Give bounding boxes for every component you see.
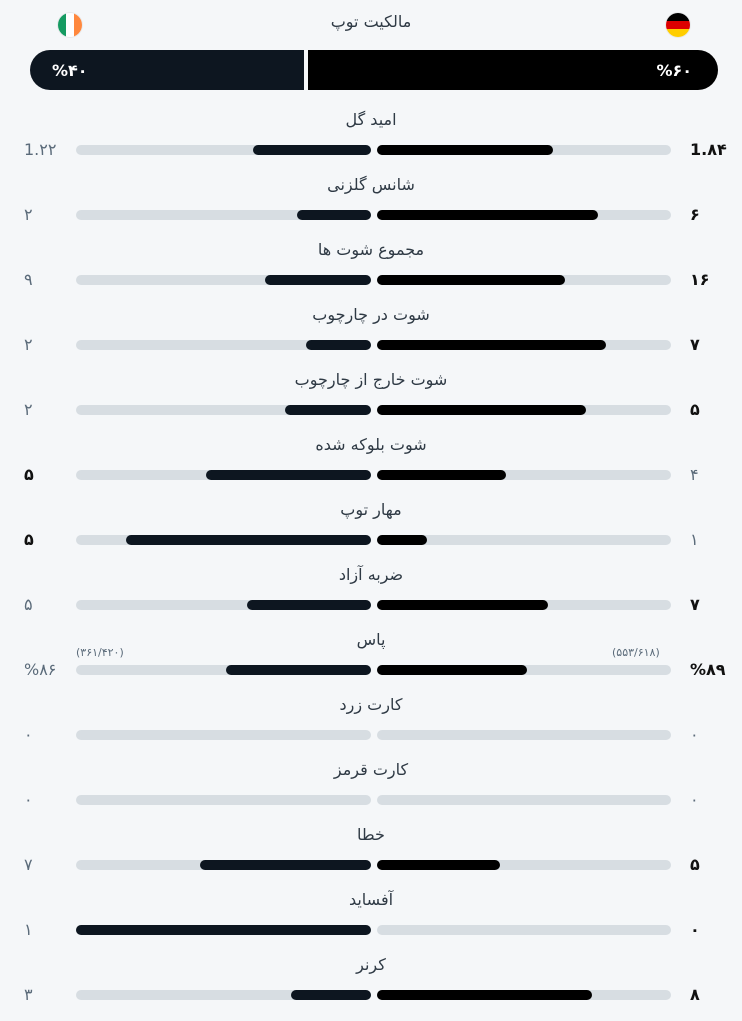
stat-left-track	[76, 600, 371, 610]
stat-left-bar	[200, 860, 371, 870]
stat-right-bar	[377, 275, 565, 285]
stat-right-bar	[377, 535, 427, 545]
stat-right-value: ۷	[690, 335, 700, 354]
stat-label: کارت زرد	[339, 695, 403, 714]
stat-left-track	[76, 795, 371, 805]
stat-right-track	[377, 405, 671, 415]
stat-label: شوت خارج از چارچوب	[294, 370, 448, 389]
stat-left-track	[76, 990, 371, 1000]
stat-left-value: ۰	[24, 790, 33, 809]
stat-left-bar	[206, 470, 371, 480]
stat-right-track	[377, 730, 671, 740]
stat-left-bar	[226, 665, 371, 675]
stat-right-track	[377, 860, 671, 870]
stat-right-value: ۸	[690, 985, 700, 1004]
stat-row	[0, 955, 742, 1020]
stat-label: مجموع شوت ها	[317, 240, 425, 259]
stat-left-bar	[247, 600, 371, 610]
stat-left-value: ۲	[24, 205, 33, 224]
stat-right-value: ۰	[690, 790, 699, 809]
stat-left-value: ۲	[24, 335, 33, 354]
stat-right-value: 1.۸۴	[690, 140, 727, 159]
stat-right-bar	[377, 145, 553, 155]
stat-left-value: ۷	[24, 855, 33, 874]
stat-label: آفساید	[348, 890, 394, 909]
stat-row	[0, 305, 742, 370]
stat-left-value: ۵	[24, 530, 34, 549]
stat-left-value: ۰	[24, 725, 33, 744]
stat-left-bar	[253, 145, 371, 155]
stat-left-track	[76, 470, 371, 480]
stat-left-bar	[76, 925, 371, 935]
stat-right-track	[377, 470, 671, 480]
stat-right-value: ۱۶	[690, 270, 710, 289]
stat-right-bar	[377, 860, 500, 870]
stat-left-track	[76, 665, 371, 675]
possession-title: مالکیت توپ	[330, 12, 412, 31]
stat-row	[0, 695, 742, 760]
stat-right-bar	[377, 470, 506, 480]
stat-right-value: ۶	[690, 205, 700, 224]
stat-right-track	[377, 665, 671, 675]
stat-right-value: ۱	[690, 530, 699, 549]
stat-right-track	[377, 795, 671, 805]
stat-right-value: ۴	[690, 465, 699, 484]
stat-right-value: ۷	[690, 595, 700, 614]
stat-right-bar	[377, 340, 606, 350]
stat-left-track	[76, 860, 371, 870]
stat-row	[0, 370, 742, 435]
stat-right-track	[377, 990, 671, 1000]
stat-label: پاس	[356, 630, 386, 649]
stat-label: شوت بلوکه شده	[315, 435, 427, 454]
stat-left-value: ۱	[24, 920, 33, 939]
stat-right-track	[377, 600, 671, 610]
stat-right-bar	[377, 600, 548, 610]
stat-row	[0, 175, 742, 240]
stat-label: مهار توپ	[340, 500, 402, 519]
stat-right-bar	[377, 990, 592, 1000]
stat-right-track	[377, 210, 671, 220]
stat-right-value: %۸۹	[690, 660, 726, 679]
stat-right-track	[377, 340, 671, 350]
stat-row	[0, 240, 742, 305]
stat-left-bar	[297, 210, 371, 220]
stat-left-value: ۵	[24, 595, 33, 614]
stat-right-track	[377, 275, 671, 285]
possession-left-value: %۴۰	[52, 60, 88, 80]
possession-right-segment	[308, 50, 718, 90]
stat-right-track	[377, 535, 671, 545]
stat-right-value: ۵	[690, 400, 700, 419]
stat-left-bar	[126, 535, 371, 545]
stat-row	[0, 630, 742, 695]
possession-left-segment	[30, 50, 304, 90]
stat-left-track	[76, 210, 371, 220]
stat-left-track	[76, 535, 371, 545]
stat-right-value: ۵	[690, 855, 700, 874]
stat-row	[0, 110, 742, 175]
stat-right-track	[377, 145, 671, 155]
stat-label: کرنر	[356, 955, 386, 974]
stat-left-track	[76, 145, 371, 155]
stat-left-track	[76, 405, 371, 415]
stat-right-bar	[377, 665, 527, 675]
stat-left-track	[76, 275, 371, 285]
stat-row	[0, 435, 742, 500]
stat-left-value: ۳	[24, 985, 33, 1004]
stat-left-value: ۹	[24, 270, 33, 289]
stat-right-track	[377, 925, 671, 935]
stat-right-value: ۰	[690, 725, 699, 744]
stat-row	[0, 825, 742, 890]
stat-row	[0, 500, 742, 565]
stat-row	[0, 565, 742, 630]
stat-left-bar	[265, 275, 371, 285]
stat-row	[0, 760, 742, 825]
stat-row	[0, 890, 742, 955]
stat-left-bar	[285, 405, 371, 415]
stat-label: شانس گلزنی	[327, 175, 415, 194]
stat-left-track	[76, 730, 371, 740]
stat-left-subvalue: (۳۶۱/۴۲۰)	[76, 646, 124, 659]
stat-label: امید گل	[345, 110, 397, 129]
stat-left-track	[76, 925, 371, 935]
germany-flag-icon	[666, 13, 690, 37]
stat-right-bar	[377, 405, 586, 415]
stat-label: کارت قرمز	[333, 760, 409, 779]
stat-left-bar	[291, 990, 371, 1000]
stat-right-value: ۰	[690, 920, 700, 939]
stat-left-value: ۵	[24, 465, 34, 484]
stat-right-subvalue: (۵۵۳/۶۱۸)	[612, 646, 660, 659]
stat-left-track	[76, 340, 371, 350]
stat-label: ضربه آزاد	[338, 565, 404, 584]
stat-left-value: %۸۶	[24, 660, 57, 679]
possession-bar	[30, 50, 718, 90]
possession-right-value: %۶۰	[656, 60, 692, 80]
stat-left-value: 1.۲۲	[24, 140, 57, 159]
stat-right-bar	[377, 210, 598, 220]
stat-left-value: ۲	[24, 400, 33, 419]
stat-left-bar	[306, 340, 371, 350]
stat-label: شوت در چارچوب	[312, 305, 430, 324]
stat-label: خطا	[357, 825, 385, 844]
